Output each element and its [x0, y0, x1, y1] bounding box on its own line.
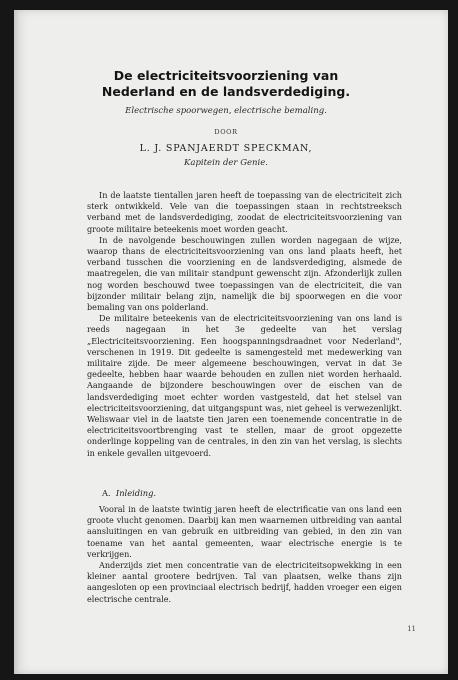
paragraph: De militaire beteekenis van de electriciteitsvoorziening van ons land is reeds nagegaan in het 3e gedeelte van het verslag „Electriciteitsvoorziening. Een hoogspanningsdraadnet voor Nederland", verschenen in 1919. Dit gedeelte is samengesteld met medewerking van militaire zijde. De meer algemeene beschouwingen, vervat in dat 3e gedeelte, hebben haar waarde behouden en zullen niet worden herhaald. Aangaande de bijzondere beschouwingen over de eischen van de landsverdediging moet echter worden vastgesteld, dat het stelsel van electriciteitsvoorziening, dat uitgangspunt was, niet geheel is verwezenlijkt. Weliswaar viel in de laatste tien jaren een toenemende concentratie in de electriciteitsvoortbrenging vast te stellen, maar de groot opgezette onderlinge koppeling van de centrales, in den zin van het verslag, is slechts in enkele gevallen uitgevoerd.	[87, 313, 402, 458]
paragraph: Vooral in de laatste twintig jaren heeft de electrificatie van ons land een groote vlucht genomen. Daarbij kan men waarnemen uitbreiding van aantal aansluitingen en van gebruik en uitbreiding van gebied, in den zin van toename van het aantal gemeenten, waar electrische energie is te verkrijgen.	[87, 504, 402, 559]
article-subtitle: Electrische spoorwegen, electrische bemaling.	[125, 106, 327, 116]
article-title: De electriciteitsvoorziening van Nederland en de landsverdediging.	[101, 68, 351, 99]
page-number: 11	[407, 625, 416, 633]
page-edge-shadow	[14, 10, 19, 674]
author-rank: Kapitein der Genie.	[184, 158, 268, 168]
scanned-page	[14, 10, 448, 674]
paragraph: Anderzijds ziet men concentratie van de electriciteitsopwekking in een kleiner aantal grootere bedrijven. Tal van plaatsen, welke thans zijn aangesloten op een provinciaal electrisch bedrijf, hadden vroeger een eigen electrische centrale.	[87, 560, 402, 604]
intro-text	[87, 190, 402, 459]
byline-door: DOOR	[214, 128, 238, 136]
paragraph: In de navolgende beschouwingen zullen worden nagegaan de wijze, waarop thans de electriciteitsvoorziening van ons land plaats heeft, het verband tusschen die voorziening en de landsverdediging, alsmede de maatregelen, die van militair standpunt gewenscht zijn. Afzonderlijk zullen nog worden beschouwd twee toepassingen van de electriciteit, die van bijzonder militair belang zijn, namelijk die bij spoorwegen en die voor bemaling van ons polderland.	[87, 234, 402, 313]
section-text	[87, 504, 402, 605]
section-heading	[102, 488, 156, 498]
section-label: A.	[102, 488, 111, 498]
section-title: Inleiding.	[115, 488, 157, 498]
paragraph: In de laatste tientallen jaren heeft de toepassing van de electriciteit zich sterk ontwikkeld. Vele van die toepassingen staan in rechtstreeksch verband met de landsverdediging, zoodat de electriciteitsvoorziening van groote militaire beteekenis moet worden geacht.	[87, 190, 402, 234]
author-name: L. J. SPANJAERDT SPECKMAN,	[139, 143, 313, 154]
